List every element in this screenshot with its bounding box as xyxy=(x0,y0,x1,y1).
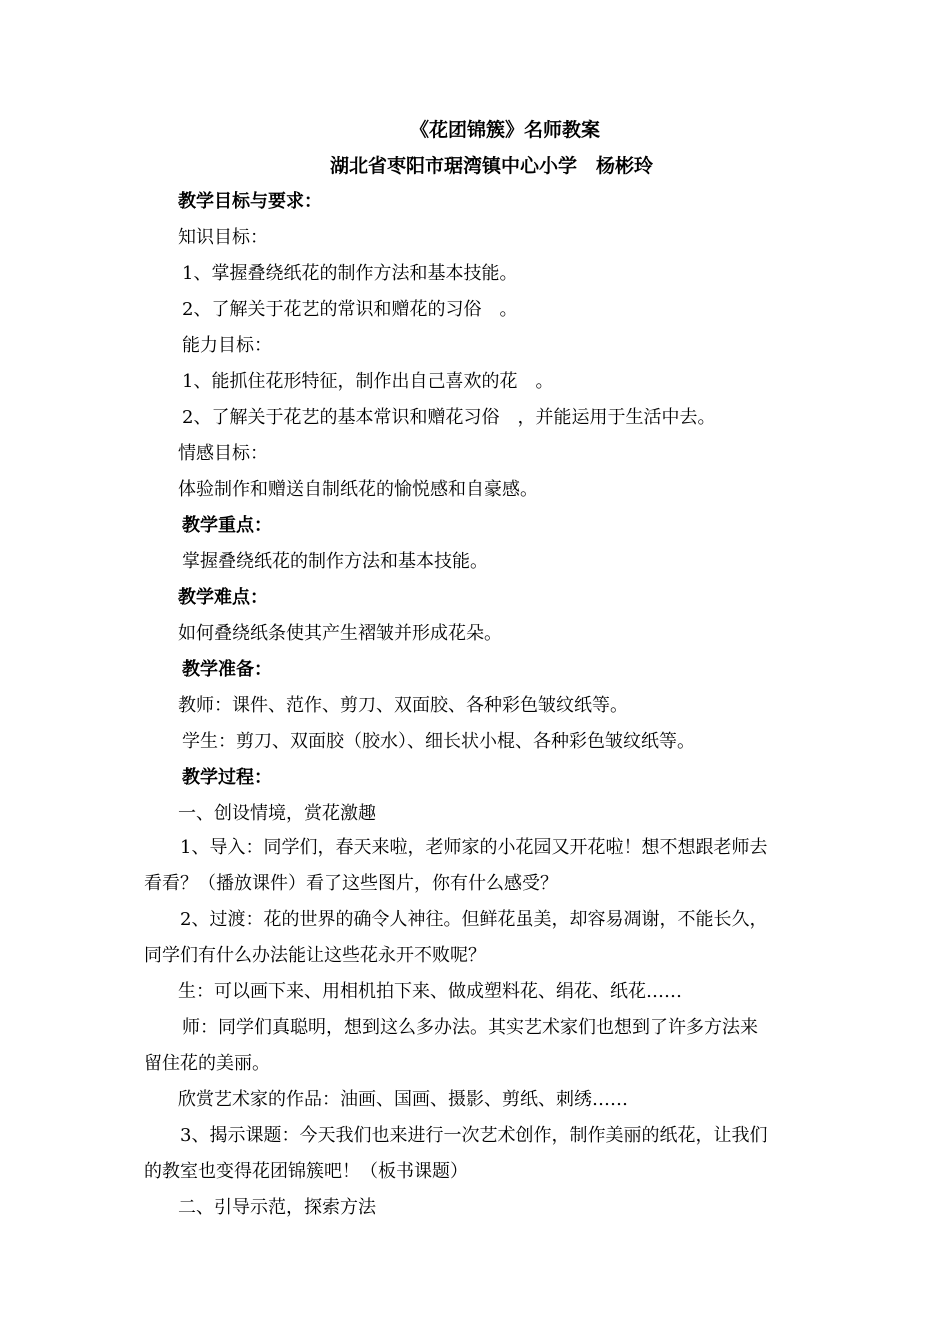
paragraph-4-line-1: 师：同学们真聪明，想到这么多办法。其实艺术家们也想到了许多方法来 xyxy=(182,1017,758,1038)
paragraph-1-line-2: 看看？（播放课件）看了这些图片，你有什么感受？ xyxy=(144,873,558,894)
ability-item-1: 1、能抓住花形特征，制作出自己喜欢的花 。 xyxy=(182,371,554,392)
section-1-heading: 一、创设情境，赏花激趣 xyxy=(178,803,376,824)
paragraph-4-line-2: 留住花的美丽。 xyxy=(144,1053,270,1074)
prep-heading: 教学准备： xyxy=(182,659,272,680)
paragraph-1-line-1: 1、导入：同学们，春天来啦，老师家的小花园又开花啦！想不想跟老师去 xyxy=(180,837,768,858)
paragraph-5-line-1: 欣赏艺术家的作品：油画、国画、摄影、剪纸、刺绣…… xyxy=(178,1089,628,1110)
objectives-heading: 教学目标与要求： xyxy=(178,191,322,212)
paragraph-2-line-2: 同学们有什么办法能让这些花永开不败呢？ xyxy=(144,945,486,966)
paragraph-6-line-2: 的教室也变得花团锦簇吧！（板书课题） xyxy=(144,1161,468,1182)
ability-heading: 能力目标： xyxy=(182,335,272,356)
key-heading: 教学重点： xyxy=(182,515,272,536)
document-title: 《花团锦簇》名师教案 xyxy=(410,119,601,141)
emotion-heading: 情感目标： xyxy=(178,443,268,464)
ability-item-2: 2、了解关于花艺的基本常识和赠花习俗 ，并能运用于生活中去。 xyxy=(182,407,716,428)
section-2-heading: 二、引导示范，探索方法 xyxy=(178,1197,376,1218)
prep-teacher: 教师：课件、范作、剪刀、双面胶、各种彩色皱纹纸等。 xyxy=(178,695,628,716)
knowledge-item-2: 2、了解关于花艺的常识和赠花的习俗 。 xyxy=(182,299,518,320)
prep-student: 学生：剪刀、双面胶（胶水）、细长状小棍、各种彩色皱纹纸等。 xyxy=(182,731,695,752)
paragraph-2-line-1: 2、过渡：花的世界的确令人神往。但鲜花虽美，却容易凋谢，不能长久， xyxy=(180,909,768,930)
author-line: 湖北省枣阳市琚湾镇中心小学 杨彬玲 xyxy=(330,155,654,177)
difficulty-text: 如何叠绕纸条使其产生褶皱并形成花朵。 xyxy=(178,623,502,644)
knowledge-item-1: 1、掌握叠绕纸花的制作方法和基本技能。 xyxy=(182,263,518,284)
process-heading: 教学过程： xyxy=(182,767,272,788)
emotion-item-1: 体验制作和赠送自制纸花的愉悦感和自豪感。 xyxy=(178,479,538,500)
difficulty-heading: 教学难点： xyxy=(178,587,268,608)
paragraph-6-line-1: 3、揭示课题：今天我们也来进行一次艺术创作，制作美丽的纸花，让我们 xyxy=(180,1125,768,1146)
knowledge-heading: 知识目标： xyxy=(178,227,268,248)
key-text: 掌握叠绕纸花的制作方法和基本技能。 xyxy=(182,551,488,572)
paragraph-3-line-1: 生：可以画下来、用相机拍下来、做成塑料花、绢花、纸花…… xyxy=(178,981,682,1002)
